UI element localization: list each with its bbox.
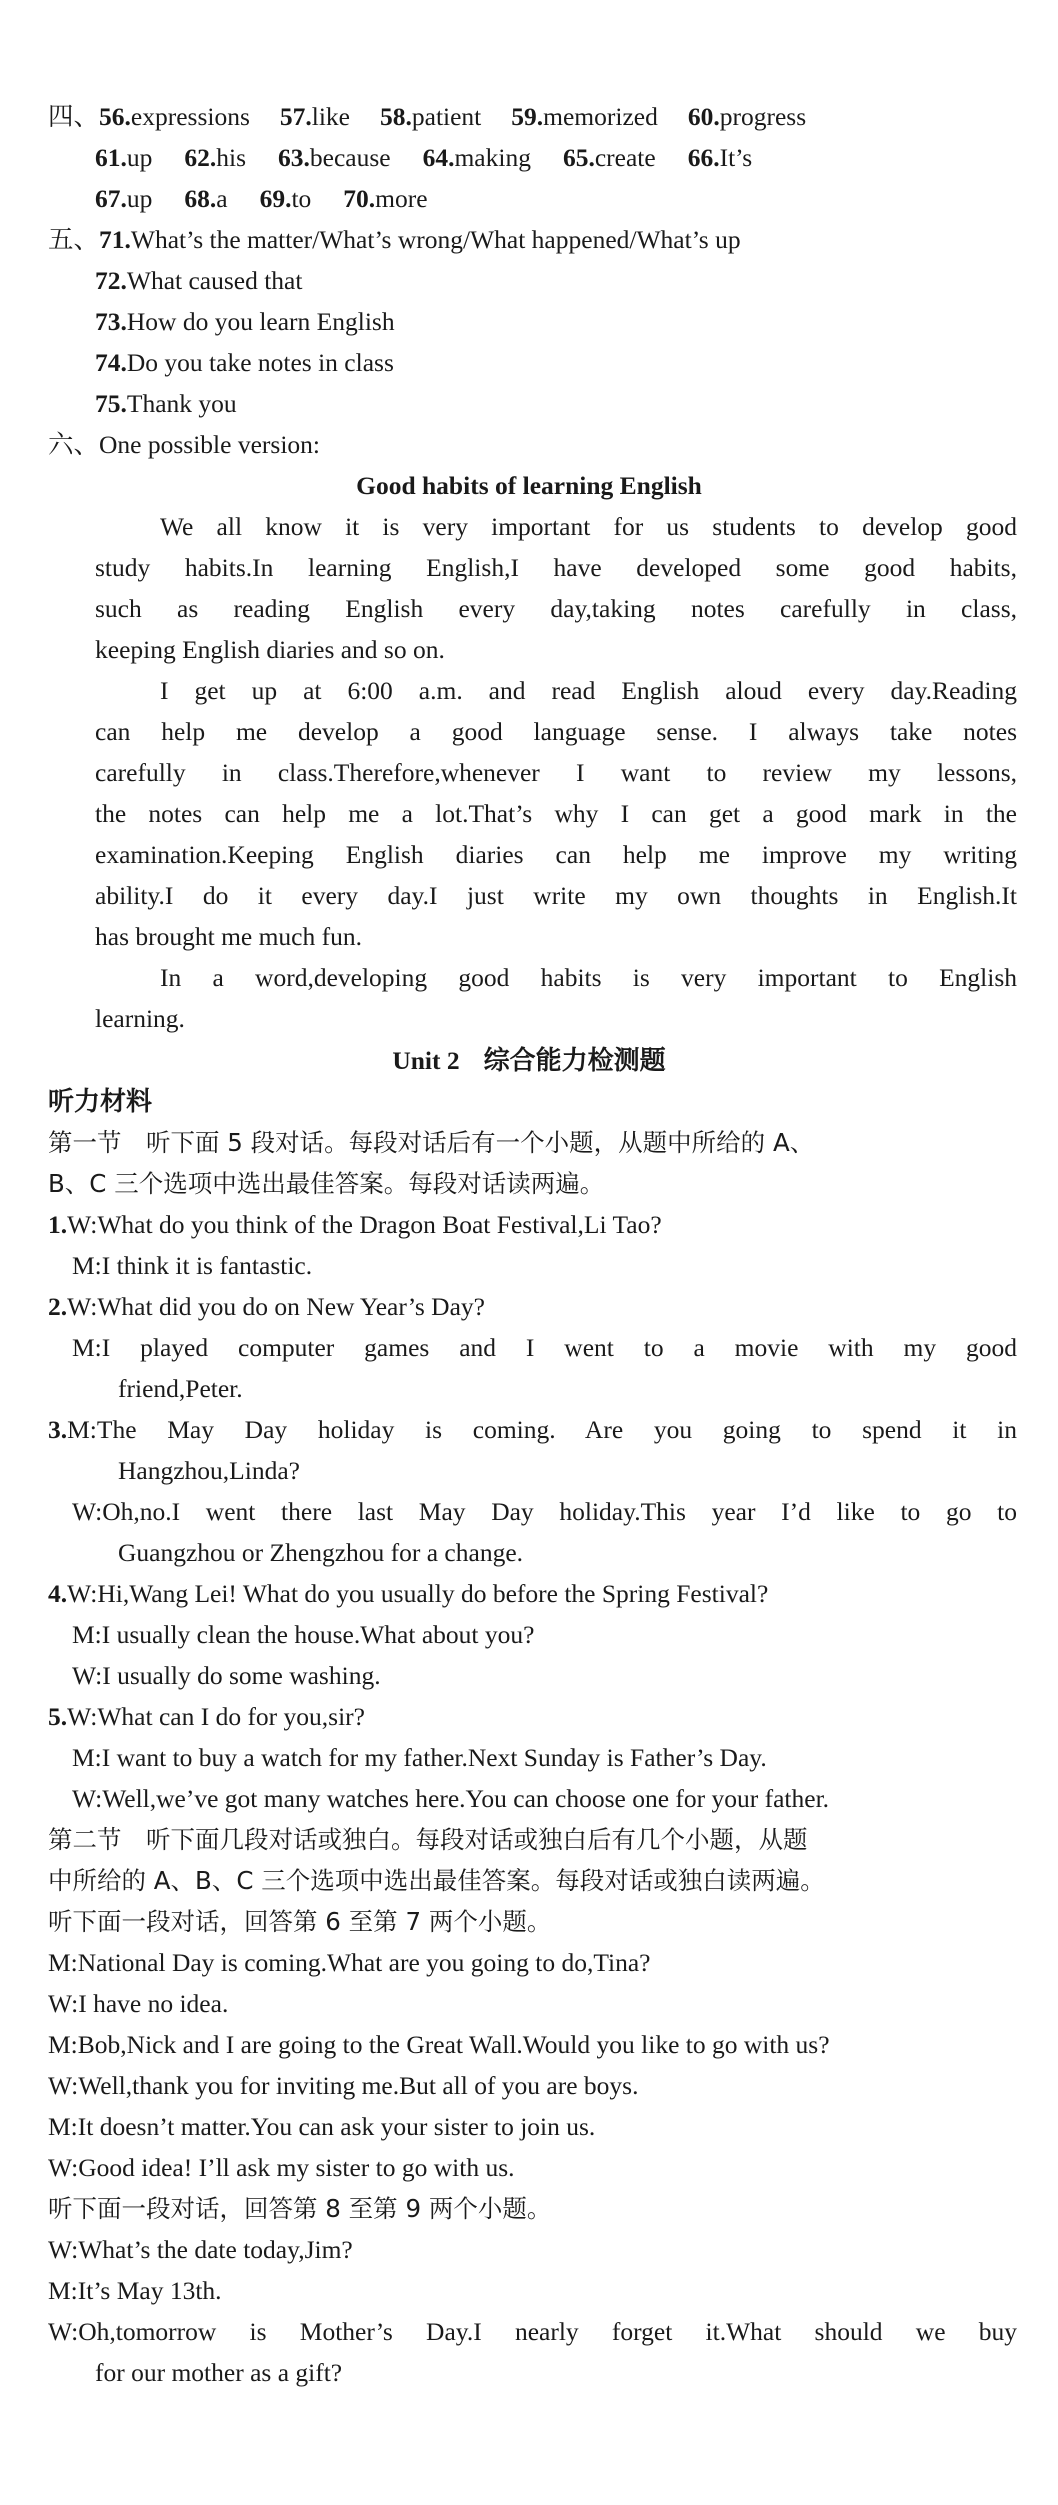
section5-item-71 [48, 223, 1058, 257]
dialog-5-line [72, 1741, 1058, 1775]
dialog-4-line [72, 1659, 1058, 1693]
answer-number: 68. [184, 184, 217, 213]
speaker: M: [67, 1415, 97, 1444]
essay-line: learning. [95, 1004, 185, 1033]
q67-line [48, 2028, 1058, 2062]
essay-line [95, 756, 1017, 790]
essay-line [95, 592, 1017, 626]
utterance: National Day is coming.What are you going to do,Tina? [77, 1948, 651, 1977]
answer-number: 70. [343, 184, 376, 213]
unit2-title [0, 1044, 1058, 1078]
utterance: I played computer games and I went to a movie with my good [101, 1333, 1017, 1362]
dialog-2-continuation: friend,Peter. [118, 1374, 243, 1403]
essay-line [95, 551, 1017, 585]
dialog-5-line [48, 1700, 1058, 1734]
part1-instructions-line2: B、C 三个选项中选出最佳答案。每段对话读两遍。 [48, 1169, 605, 1198]
utterance: It doesn’t matter.You can ask your sister to join us. [77, 2112, 596, 2141]
answer-number: 56. [99, 102, 131, 131]
answer-text: progress [719, 102, 807, 131]
essay-line-text: such as reading English every day,taking notes carefully in class, [95, 594, 1017, 623]
answer-number: 64. [422, 143, 455, 172]
speaker: W: [67, 1292, 98, 1321]
answer-number: 57. [279, 102, 312, 131]
utterance: What do you think of the Dragon Boat Festival,Li Tao? [97, 1210, 662, 1239]
utterance: I have no idea. [78, 1989, 229, 2018]
section5-marker: 五、 [48, 225, 100, 255]
speaker: W: [48, 2153, 79, 2182]
utterance: Hi,Wang Lei! What do you usually do before the Spring Festival? [97, 1579, 769, 1608]
speaker: W: [67, 1702, 98, 1731]
speaker: M: [48, 2030, 78, 2059]
speaker: W: [48, 2317, 79, 2346]
utterance: What did you do on New Year’s Day? [97, 1292, 485, 1321]
speaker: M: [72, 1743, 102, 1772]
answer-text: How do you learn English [126, 307, 395, 336]
dialog-number: 3. [48, 1415, 68, 1444]
section5-item-75 [95, 387, 1058, 421]
utterance: Well,thank you for inviting me.But all of you are boys. [78, 2071, 639, 2100]
utterance: What’s the date today,Jim? [78, 2235, 353, 2264]
listening-heading: 听力材料 [48, 1087, 153, 1117]
answer-number: 63. [278, 143, 310, 172]
essay-line: keeping English diaries and so on. [95, 635, 445, 664]
q67-line [48, 2069, 1058, 2103]
speaker: W: [48, 2071, 79, 2100]
essay-line [160, 961, 1017, 995]
answer-text: to [291, 184, 312, 213]
essay-line-text: I get up at 6:00 a.m. and read English aloud every day.Reading [160, 676, 1017, 705]
utterance: Oh,no.I went there last May Day holiday.This year I’d like to go to [102, 1497, 1017, 1526]
utterance: Bob,Nick and I are going to the Great Wall.Would you like to go with us? [77, 2030, 830, 2059]
answer-text: his [216, 143, 247, 172]
answer-text: making [454, 143, 531, 172]
answer-number: 72. [95, 266, 127, 295]
essay-line-text: can help me develop a good language sense. I always take notes [95, 717, 1017, 746]
answer-text: create [594, 143, 656, 172]
section4-row-2 [95, 141, 1058, 175]
answer-text: up [126, 143, 153, 172]
answer-text: a [216, 184, 228, 213]
dialog-4-line [48, 1577, 1058, 1611]
essay-line [160, 674, 1017, 708]
q89-intro: 听下面一段对话，回答第 8 至第 9 两个小题。 [48, 2194, 552, 2223]
q67-line [48, 1987, 1058, 2021]
unit2-title-cn: 综合能力检测题 [483, 1046, 666, 1076]
answer-number: 60. [687, 102, 720, 131]
part1-instructions-line1: 第一节 听下面 5 段对话。每段对话后有一个小题，从题中所给的 A、 [48, 1128, 815, 1157]
q89-line [48, 2274, 1058, 2308]
answer-number: 61. [95, 143, 127, 172]
part2-instructions-line1: 第二节 听下面几段对话或独白。每段对话或独白后有几个小题，从题 [48, 1825, 808, 1854]
dialog-3-continuation: Hangzhou,Linda? [118, 1456, 300, 1485]
speaker: M: [48, 2276, 78, 2305]
essay-line [95, 838, 1017, 872]
utterance: The May Day holiday is coming. Are you going to spend it in [96, 1415, 1017, 1444]
answer-text: expressions [130, 102, 250, 131]
dialog-3-line [48, 1413, 1017, 1447]
utterance: Oh,tomorrow is Mother’s Day.I nearly forget it.What should we buy [78, 2317, 1017, 2346]
dialog-number: 1. [48, 1210, 68, 1239]
essay-line-text: examination.Keeping English diaries can help me improve my writing [95, 840, 1017, 869]
speaker: M: [72, 1620, 102, 1649]
utterance: Good idea! I’ll ask my sister to go with us. [78, 2153, 515, 2182]
answer-number: 71. [99, 225, 131, 254]
answer-number: 59. [511, 102, 544, 131]
essay-line-text: In a word,developing good habits is very important to English [160, 963, 1017, 992]
answer-text: like [311, 102, 350, 131]
answer-text: It’s [719, 143, 753, 172]
essay-line-text: study habits.In learning English,I have developed some good habits, [95, 553, 1017, 582]
section4-marker: 四、 [48, 102, 100, 132]
answer-text: because [309, 143, 391, 172]
section4-row-1 [48, 100, 1058, 134]
section6-intro [48, 428, 1058, 462]
speaker: W: [72, 1784, 103, 1813]
dialog-2-line [48, 1290, 1058, 1324]
answer-text: What’s the matter/What’s wrong/What happened/What’s up [130, 225, 741, 254]
dialog-1-line [48, 1208, 1058, 1242]
essay-line-text: carefully in class.Therefore,whenever I want to review my lessons, [95, 758, 1017, 787]
speaker: W: [72, 1661, 103, 1690]
section6-marker: 六、 [48, 430, 100, 460]
dialog-4-line [72, 1618, 1058, 1652]
q67-line [48, 2151, 1058, 2185]
part2-instructions-line2: 中所给的 A、B、C 三个选项中选出最佳答案。每段对话或独白读两遍。 [48, 1866, 825, 1895]
dialog-number: 2. [48, 1292, 68, 1321]
dialog-number: 4. [48, 1579, 68, 1608]
answer-text: What caused that [126, 266, 303, 295]
answer-text: more [375, 184, 428, 213]
unit2-title-en: Unit 2 [392, 1046, 460, 1075]
speaker: W: [72, 1497, 103, 1526]
utterance: I usually do some washing. [102, 1661, 381, 1690]
section5-item-72 [95, 264, 1058, 298]
answer-number: 66. [687, 143, 720, 172]
answer-number: 75. [95, 389, 127, 418]
answer-number: 69. [259, 184, 292, 213]
answer-number: 65. [562, 143, 595, 172]
essay-line-text: We all know it is very important for us students to develop good [160, 512, 1017, 541]
q89-line [48, 2315, 1017, 2349]
answer-number: 73. [95, 307, 127, 336]
q89-line [48, 2233, 1058, 2267]
q67-intro: 听下面一段对话，回答第 6 至第 7 两个小题。 [48, 1907, 552, 1936]
answer-text: Do you take notes in class [126, 348, 394, 377]
dialog-3-continuation: Guangzhou or Zhengzhou for a change. [118, 1538, 524, 1567]
essay-line: has brought me much fun. [95, 922, 362, 951]
section6-intro-text: One possible version: [99, 430, 320, 459]
essay-line [95, 797, 1017, 831]
utterance: It’s May 13th. [77, 2276, 222, 2305]
speaker: M: [72, 1333, 102, 1362]
essay-line [95, 715, 1017, 749]
section4-row-3 [95, 182, 1058, 216]
answer-number: 74. [95, 348, 127, 377]
q67-line [48, 2110, 1058, 2144]
dialog-2-line [72, 1331, 1017, 1365]
section5-item-74 [95, 346, 1058, 380]
section5-item-73 [95, 305, 1058, 339]
essay-line [160, 510, 1017, 544]
answer-number: 58. [380, 102, 412, 131]
dialog-1-line [72, 1249, 1058, 1283]
utterance: I want to buy a watch for my father.Next Sunday is Father’s Day. [101, 1743, 767, 1772]
answer-text: memorized [543, 102, 658, 131]
essay-line-text: ability.I do it every day.I just write my own thoughts in English.It [95, 881, 1017, 910]
essay-line [95, 879, 1017, 913]
answer-number: 62. [184, 143, 217, 172]
speaker: M: [48, 2112, 78, 2141]
answer-text: patient [411, 102, 482, 131]
essay-line-text: the notes can help me a lot.That’s why I can get a good mark in the [95, 799, 1017, 828]
dialog-number: 5. [48, 1702, 68, 1731]
q89-continuation: for our mother as a gift? [95, 2358, 343, 2387]
answer-text: Thank you [126, 389, 237, 418]
q67-line [48, 1946, 1058, 1980]
speaker: W: [48, 2235, 79, 2264]
utterance: I usually clean the house.What about you? [101, 1620, 535, 1649]
answer-text: up [126, 184, 153, 213]
speaker: M: [72, 1251, 102, 1280]
speaker: M: [48, 1948, 78, 1977]
speaker: W: [67, 1579, 98, 1608]
essay-title: Good habits of learning English [356, 471, 702, 500]
answer-number: 67. [95, 184, 127, 213]
utterance: Well,we’ve got many watches here.You can choose one for your father. [102, 1784, 830, 1813]
speaker: W: [67, 1210, 98, 1239]
dialog-5-line [72, 1782, 1058, 1816]
speaker: W: [48, 1989, 79, 2018]
utterance: I think it is fantastic. [101, 1251, 313, 1280]
utterance: What can I do for you,sir? [97, 1702, 365, 1731]
dialog-3-line [72, 1495, 1017, 1529]
